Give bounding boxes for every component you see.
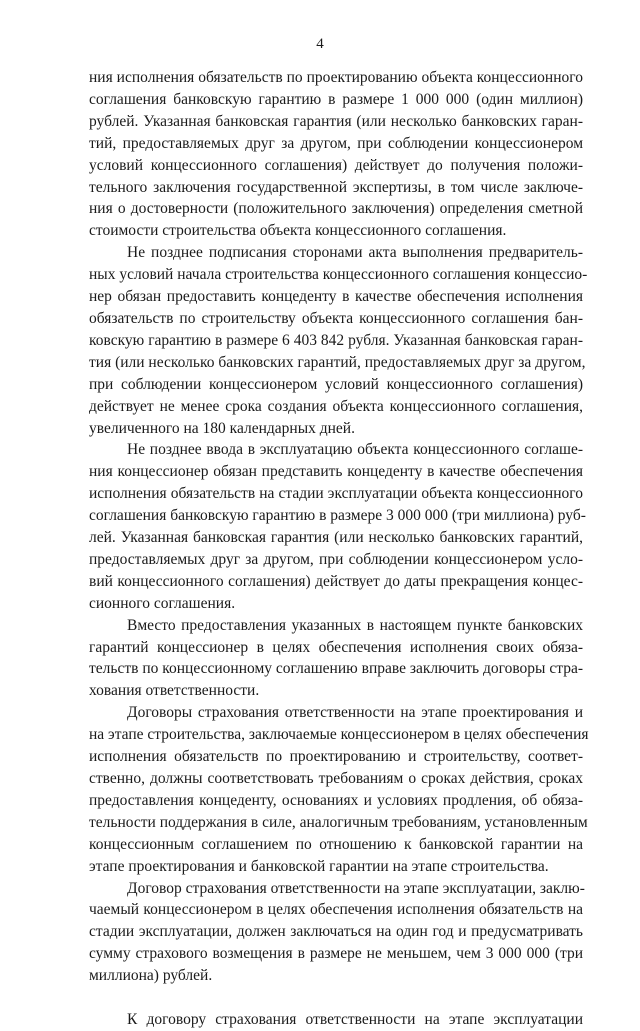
text-line: соглашения банковскую гарантию в размере 1 000 000 (один миллион) xyxy=(89,90,583,108)
text-line: чаемый концессионером в целях обеспечения исполнения обязательств на xyxy=(89,901,583,919)
text-line: этапе проектирования и банковской гарантии на этапе строительства. xyxy=(89,857,549,875)
text-line: сумму страхового возмещения в размере не меньшем, чем 3 000 000 (три xyxy=(89,945,583,963)
text-line: стоимости строительства объекта концессионного соглашения. xyxy=(89,222,507,240)
text-line: ния исполнения обязательств по проектированию объекта концессионного xyxy=(89,69,583,86)
text-line: тий, предоставляемых друг за другом, при соблюдении концессионером xyxy=(89,134,583,152)
paragraph xyxy=(89,878,583,988)
text-line: тельного заключения государственной экспертизы, в том числе заключе- xyxy=(89,178,583,196)
text-line: ственно, должны соответствовать требованиям о сроках действия, сроках xyxy=(89,770,583,787)
text-line: лей. Указанная банковская гарантия (или несколько банковских гарантий, xyxy=(89,529,583,547)
final-text-line: К договору страхования ответственности на этапе эксплуатации xyxy=(127,1011,583,1029)
page-number: 4 xyxy=(316,36,324,52)
text-line: исполнения обязательств по проектированию и строительству, соответ- xyxy=(89,748,583,766)
text-line: ковскую гарантию в размере 6 403 842 рубля. Указанная банковская гаран- xyxy=(89,331,583,349)
text-line: ния концессионер обязан представить концеденту в качестве обеспечения xyxy=(89,463,583,481)
text-line: условий концессионного соглашения) действует до получения положи- xyxy=(89,156,583,174)
text-line: нер обязан предоставить концеденту в качестве обеспечения исполнения xyxy=(89,288,583,306)
text-line: сионного соглашения. xyxy=(89,594,236,612)
text-line: предоставления концеденту, основаниях и условиях продления, об обяза- xyxy=(89,791,583,809)
text-line: Не позднее ввода в эксплуатацию объекта концессионного соглаше- xyxy=(127,441,583,459)
text-line: соглашения банковскую гарантию в размере 3 000 000 (три миллиона) руб- xyxy=(89,507,586,525)
text-line: увеличенного на 180 календарных дней. xyxy=(89,419,355,437)
text-line: действует не менее срока создания объекта концессионного соглашения, xyxy=(89,397,583,415)
text-line: предоставляемых друг за другом, при соблюдении концессионером усло- xyxy=(89,550,583,568)
text-line: на этапе строительства, заключаемые концессионером в целях обеспечения xyxy=(89,726,589,744)
paragraph xyxy=(89,242,588,439)
text-line: гарантий концессионер в целях обеспечения исполнения своих обяза- xyxy=(89,638,583,656)
text-line: тельств по концессионному соглашению вправе заключить договоры стра- xyxy=(89,660,583,678)
document-body xyxy=(89,67,589,1031)
text-line: Не позднее подписания сторонами акта выполнения предваритель- xyxy=(127,244,583,262)
text-line: хования ответственности. xyxy=(89,682,260,700)
text-line: тельности поддержания в силе, аналогичным требованиям, установленным xyxy=(89,813,588,831)
paragraph xyxy=(89,702,589,877)
text-line: исполнения обязательств на стадии эксплуатации объекта концессионного xyxy=(89,485,583,503)
text-line: ных условий начала строительства концессионного соглашения концессио- xyxy=(89,266,588,284)
text-line: стадии эксплуатации, должен заключаться на один год и предусматривать xyxy=(89,923,583,941)
text-line: концессионным соглашением по отношению к банковской гарантии на xyxy=(89,835,583,853)
text-line: Договор страхования ответственности на этапе эксплуатации, заклю- xyxy=(127,879,585,897)
paragraph xyxy=(89,67,583,242)
text-line: вий концессионного соглашения) действует до даты прекращения концес- xyxy=(89,572,583,590)
text-line: миллиона) рублей. xyxy=(89,967,213,985)
paragraph xyxy=(89,615,583,703)
paragraph xyxy=(89,439,586,614)
text-line: Договоры страхования ответственности на этапе проектирования и xyxy=(127,704,583,722)
text-line: при соблюдении концессионером условий концессионного соглашения) xyxy=(89,375,583,393)
paragraph-gap xyxy=(89,987,583,1009)
text-line: обязательств по строительству объекта концессионного соглашения бан- xyxy=(89,309,583,327)
text-line: Вместо предоставления указанных в настоящем пункте банковских xyxy=(127,616,583,634)
text-line: тия (или несколько банковских гарантий, предоставляемых друг за другом, xyxy=(89,353,586,371)
text-line: ния о достоверности (положительного заключения) определения сметной xyxy=(89,200,583,218)
text-line: рублей. Указанная банковская гарантия (или несколько банковских гаран- xyxy=(89,112,583,130)
